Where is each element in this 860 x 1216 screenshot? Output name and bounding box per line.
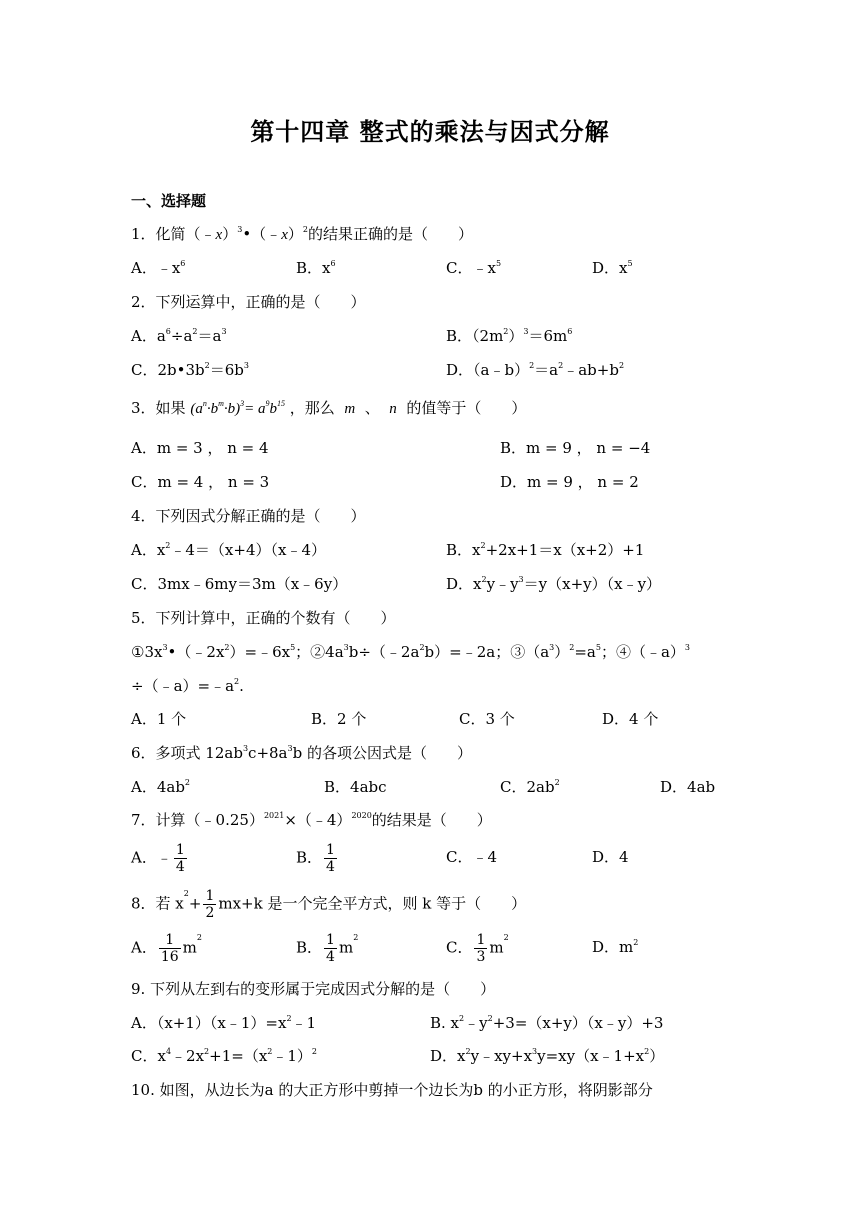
option-text: ﹣y	[464, 1014, 488, 1032]
q1-text: 的结果正确的是（ ）	[307, 225, 473, 243]
option-text: C．x	[131, 1047, 166, 1065]
q3-text: 、	[364, 399, 380, 417]
option-text: y=xy（x﹣1+x	[537, 1047, 645, 1065]
q1-text: ）	[222, 225, 238, 243]
q8-option-d	[592, 937, 638, 957]
option-exp: 2	[558, 361, 564, 370]
question-6	[131, 743, 472, 763]
q3-text: 的值等于（ ）	[406, 399, 527, 417]
q1-exp: 2	[302, 225, 308, 234]
option-exp: 6	[567, 327, 573, 336]
formula-part: ·b)	[223, 401, 241, 417]
fraction-denominator: 4	[326, 949, 335, 965]
fraction	[324, 932, 337, 965]
q4-option-c: C．3mx﹣6my＝3m（x﹣6y）	[131, 575, 348, 593]
option-exp: 5	[627, 259, 633, 268]
q5-text: b÷（﹣2a	[348, 643, 420, 661]
formula-exp: n	[202, 399, 207, 408]
q3-var: n	[389, 401, 397, 417]
q3-text: ，那么	[289, 399, 335, 417]
question-10: 10. 如图，从边长为a 的大正方形中剪掉一个边长为b 的小正方形，将阴影部分	[131, 1081, 653, 1099]
q9-option-b	[430, 1013, 663, 1033]
option-exp: 2	[465, 1047, 471, 1056]
page-title: 第十四章 整式的乘法与因式分解	[250, 118, 610, 146]
q5-option-c: C．3 个	[459, 710, 515, 728]
option-text: D．x	[592, 259, 628, 277]
q8-text: mx+k 是一个完全平方式，则 k 等于（ ）	[218, 894, 527, 913]
option-exp: 4	[165, 1047, 172, 1056]
option-text: D．（a﹣b）	[446, 361, 530, 379]
q5-text: ）	[554, 643, 570, 661]
option-text: D．x	[430, 1047, 466, 1065]
q2-option-a	[131, 326, 227, 346]
q7-option-a	[131, 842, 189, 875]
option-text: ﹣4＝（x+4）（x﹣4）	[170, 541, 327, 559]
q3-option-d: D．m = 9 ， n = 2	[500, 473, 639, 491]
q6-option-c	[500, 777, 560, 797]
q6-text: c+8a	[248, 744, 288, 762]
q8-option-b	[296, 932, 358, 965]
q8-text: +	[188, 894, 202, 913]
formula-exp: m	[218, 399, 224, 408]
q8-text: 8．若 x	[131, 894, 184, 913]
q5-exp: 2	[234, 677, 240, 686]
fraction-denominator: 3	[476, 949, 486, 965]
option-text: ＝y（x+y）（x﹣y）	[523, 575, 662, 593]
option-exp: 6	[165, 327, 171, 336]
option-text: ＝6b	[209, 361, 244, 379]
formula-part: b	[269, 401, 277, 417]
option-text: ﹣1）	[272, 1047, 312, 1065]
option-text: B．x	[446, 541, 481, 559]
option-text: ﹣ab+b	[563, 361, 619, 379]
q7-exp: 2021	[263, 811, 285, 820]
q8-option-a	[131, 932, 202, 965]
q4-option-a	[131, 540, 326, 560]
q5-text: ；②4a	[295, 643, 344, 661]
option-text: B．（2m	[446, 327, 504, 345]
q5-exp: 2	[419, 643, 425, 652]
fraction-numerator: 1	[175, 842, 185, 858]
q8-option-c	[446, 932, 509, 965]
q6-exp: 3	[242, 744, 249, 753]
fraction	[324, 842, 337, 875]
q6-option-d: D．4ab	[660, 778, 716, 796]
question-9: 9. 下列从左到右的变形属于完成因式分解的是（ ）	[131, 980, 496, 998]
q8-exp: 2	[183, 889, 189, 898]
question-4: 4．下列因式分解正确的是（ ）	[131, 507, 366, 525]
option-exp: 2	[353, 933, 359, 942]
option-text: y﹣xy+x	[470, 1047, 533, 1065]
fraction-denominator: 4	[326, 859, 335, 875]
option-exp: 2	[204, 1047, 210, 1056]
option-text: A．（x+1）（x﹣1）=x	[131, 1014, 287, 1032]
option-exp: 2	[644, 1047, 650, 1056]
q5-text: •（﹣2x	[167, 643, 225, 661]
option-exp: 3	[221, 327, 227, 336]
option-text: ﹣2x	[171, 1047, 205, 1065]
q1-option-b	[296, 258, 336, 278]
q1-text: •（﹣	[242, 225, 282, 243]
q6-exp: 3	[287, 744, 293, 753]
fraction	[203, 888, 216, 921]
q5-statements-line-2	[131, 676, 244, 696]
q7-exp: 2020	[351, 811, 372, 820]
q9-option-c	[131, 1046, 317, 1066]
q5-exp: 2	[224, 643, 230, 652]
q3-var: m	[344, 401, 356, 417]
fraction-numerator: 1	[326, 842, 335, 858]
option-exp: 6	[180, 259, 186, 268]
option-text: C．2b•3b	[131, 361, 205, 379]
option-exp: 2	[311, 1047, 318, 1056]
formula-part: ·b	[206, 401, 219, 417]
option-exp: 2	[487, 1014, 493, 1023]
option-exp: 3	[532, 1047, 538, 1056]
option-text: ＝6m	[528, 327, 568, 345]
q2-option-d	[446, 360, 624, 380]
option-exp: 2	[503, 933, 509, 942]
option-text: m	[338, 938, 354, 957]
section-heading: 一、选择题	[131, 192, 207, 210]
q5-option-b: B．2 个	[311, 710, 367, 728]
q1-text: ）	[287, 225, 303, 243]
q5-text: .	[239, 677, 244, 695]
option-exp: 2	[196, 933, 202, 942]
fraction-denominator: 2	[205, 905, 215, 921]
option-text: m	[182, 938, 197, 957]
q1-var: x	[281, 227, 288, 243]
q6-option-b: B．4abc	[324, 778, 387, 796]
option-exp: 2	[554, 778, 560, 787]
formula-exp: 15	[276, 399, 285, 408]
option-text: A．x	[131, 541, 166, 559]
q7-text: ×（﹣4）	[284, 811, 352, 829]
q5-text: ；④（﹣a）	[600, 643, 685, 661]
q5-exp: 3	[343, 643, 349, 652]
question-3	[131, 398, 526, 419]
fraction	[159, 932, 181, 965]
option-exp: 2	[618, 361, 625, 370]
fraction-numerator: 1	[476, 932, 486, 948]
option-text: B．	[296, 848, 323, 867]
option-exp: 3	[243, 361, 249, 370]
option-exp: 6	[330, 259, 336, 268]
q5-exp: 3	[549, 643, 555, 652]
formula-part: (a	[190, 401, 203, 417]
q6-option-a	[131, 777, 190, 797]
option-exp: 2	[267, 1047, 273, 1056]
q9-option-d	[430, 1046, 664, 1066]
q5-text: =a	[574, 643, 596, 661]
q5-exp: 2	[569, 643, 575, 652]
option-exp: 2	[503, 327, 509, 336]
option-text: D．m	[592, 938, 634, 956]
option-text: C．2ab	[500, 778, 555, 796]
fraction-denominator: 16	[160, 949, 179, 965]
formula-exp: 9	[265, 399, 270, 408]
option-text: ）	[508, 327, 524, 345]
option-exp: 2	[165, 541, 171, 550]
q5-exp: 5	[290, 643, 296, 652]
option-text: ﹣1	[291, 1014, 317, 1032]
q5-exp: 3	[684, 643, 690, 652]
question-7	[131, 810, 492, 830]
q5-text: ÷（﹣a）=﹣a	[131, 677, 235, 695]
option-exp: 2	[480, 541, 486, 550]
q7-option-d: D．4	[592, 848, 629, 866]
option-text: y﹣y	[486, 575, 519, 593]
option-text: +3=（x+y）（x﹣y）+3	[492, 1014, 664, 1032]
q6-text: b 的各项公因式是（ ）	[292, 744, 472, 762]
option-exp: 3	[518, 575, 524, 584]
q2-option-c	[131, 360, 249, 380]
option-text: A．﹣	[131, 848, 172, 867]
q3-option-b: B．m = 9 ， n = −4	[500, 439, 651, 457]
q3-option-a: A．m = 3 ， n = 4	[131, 439, 269, 457]
option-exp: 2	[481, 575, 487, 584]
option-text: A．4ab	[131, 778, 185, 796]
option-exp: 2	[529, 361, 535, 370]
formula-exp: 3	[240, 399, 245, 408]
option-exp: 2	[204, 361, 210, 370]
fraction	[174, 842, 187, 875]
option-text: ）	[649, 1047, 665, 1065]
q4-option-b	[446, 540, 644, 560]
option-exp: 2	[184, 778, 191, 787]
q1-exp: 3	[237, 225, 243, 234]
q9-option-a	[131, 1013, 316, 1033]
formula-part: = a	[244, 401, 266, 417]
question-5: 5．下列计算中，正确的个数有（ ）	[131, 609, 396, 627]
option-text: B. x	[430, 1014, 460, 1032]
q7-option-c: C．﹣4	[446, 848, 498, 866]
q1-option-a	[131, 258, 185, 278]
q7-text: 7．计算（﹣0.25）	[131, 811, 264, 829]
option-text: C．	[446, 938, 473, 957]
q3-option-c: C．m = 4 ， n = 3	[131, 473, 270, 491]
fraction-numerator: 1	[326, 932, 335, 948]
option-text: ＝a	[534, 361, 559, 379]
q5-exp: 3	[162, 643, 168, 652]
fraction-numerator: 1	[205, 888, 215, 904]
option-text: A．﹣x	[131, 259, 181, 277]
q5-option-d: D．4 个	[602, 710, 659, 728]
q5-option-a: A．1 个	[131, 710, 187, 728]
q7-text: 的结果是（ ）	[371, 811, 492, 829]
q3-text: 3．如果	[131, 399, 186, 417]
option-exp: 5	[495, 259, 502, 268]
option-exp: 2	[192, 327, 198, 336]
q5-statements-line-1	[131, 642, 690, 662]
q7-option-b	[296, 842, 339, 875]
option-exp: 3	[523, 327, 529, 336]
q3-formula	[190, 401, 285, 417]
option-text: +2x+1＝x（x+2）+1	[485, 541, 645, 559]
option-text: +1=（x	[209, 1047, 268, 1065]
q1-text: 1．化简（﹣	[131, 225, 216, 243]
q5-text: ①3x	[131, 643, 163, 661]
option-text: ＝a	[197, 327, 222, 345]
option-text: m	[489, 938, 504, 957]
option-text: ÷a	[170, 327, 193, 345]
option-exp: 2	[286, 1014, 292, 1023]
option-exp: 2	[633, 938, 639, 947]
option-text: A．a	[131, 327, 166, 345]
option-exp: 2	[459, 1014, 465, 1023]
q1-var: x	[215, 227, 223, 243]
q6-text: 6．多项式 12ab	[131, 744, 243, 762]
option-text: A．	[131, 938, 157, 957]
option-text: D．x	[446, 575, 482, 593]
fraction	[474, 932, 487, 965]
fraction-numerator: 1	[159, 932, 181, 949]
q2-option-b	[446, 326, 572, 346]
q1-option-d	[592, 258, 633, 278]
q5-text: b）=﹣2a；③（a	[424, 643, 550, 661]
option-text: C．﹣x	[446, 259, 496, 277]
q4-option-d	[446, 574, 661, 594]
q1-option-c	[446, 258, 501, 278]
q5-exp: 5	[595, 643, 601, 652]
option-text: B．	[296, 938, 323, 957]
option-text: B．x	[296, 259, 331, 277]
question-1	[131, 224, 473, 245]
q5-text: ）=﹣6x	[229, 643, 291, 661]
question-8	[131, 888, 526, 921]
fraction-denominator: 4	[175, 859, 185, 875]
question-2: 2．下列运算中，正确的是（ ）	[131, 293, 366, 311]
